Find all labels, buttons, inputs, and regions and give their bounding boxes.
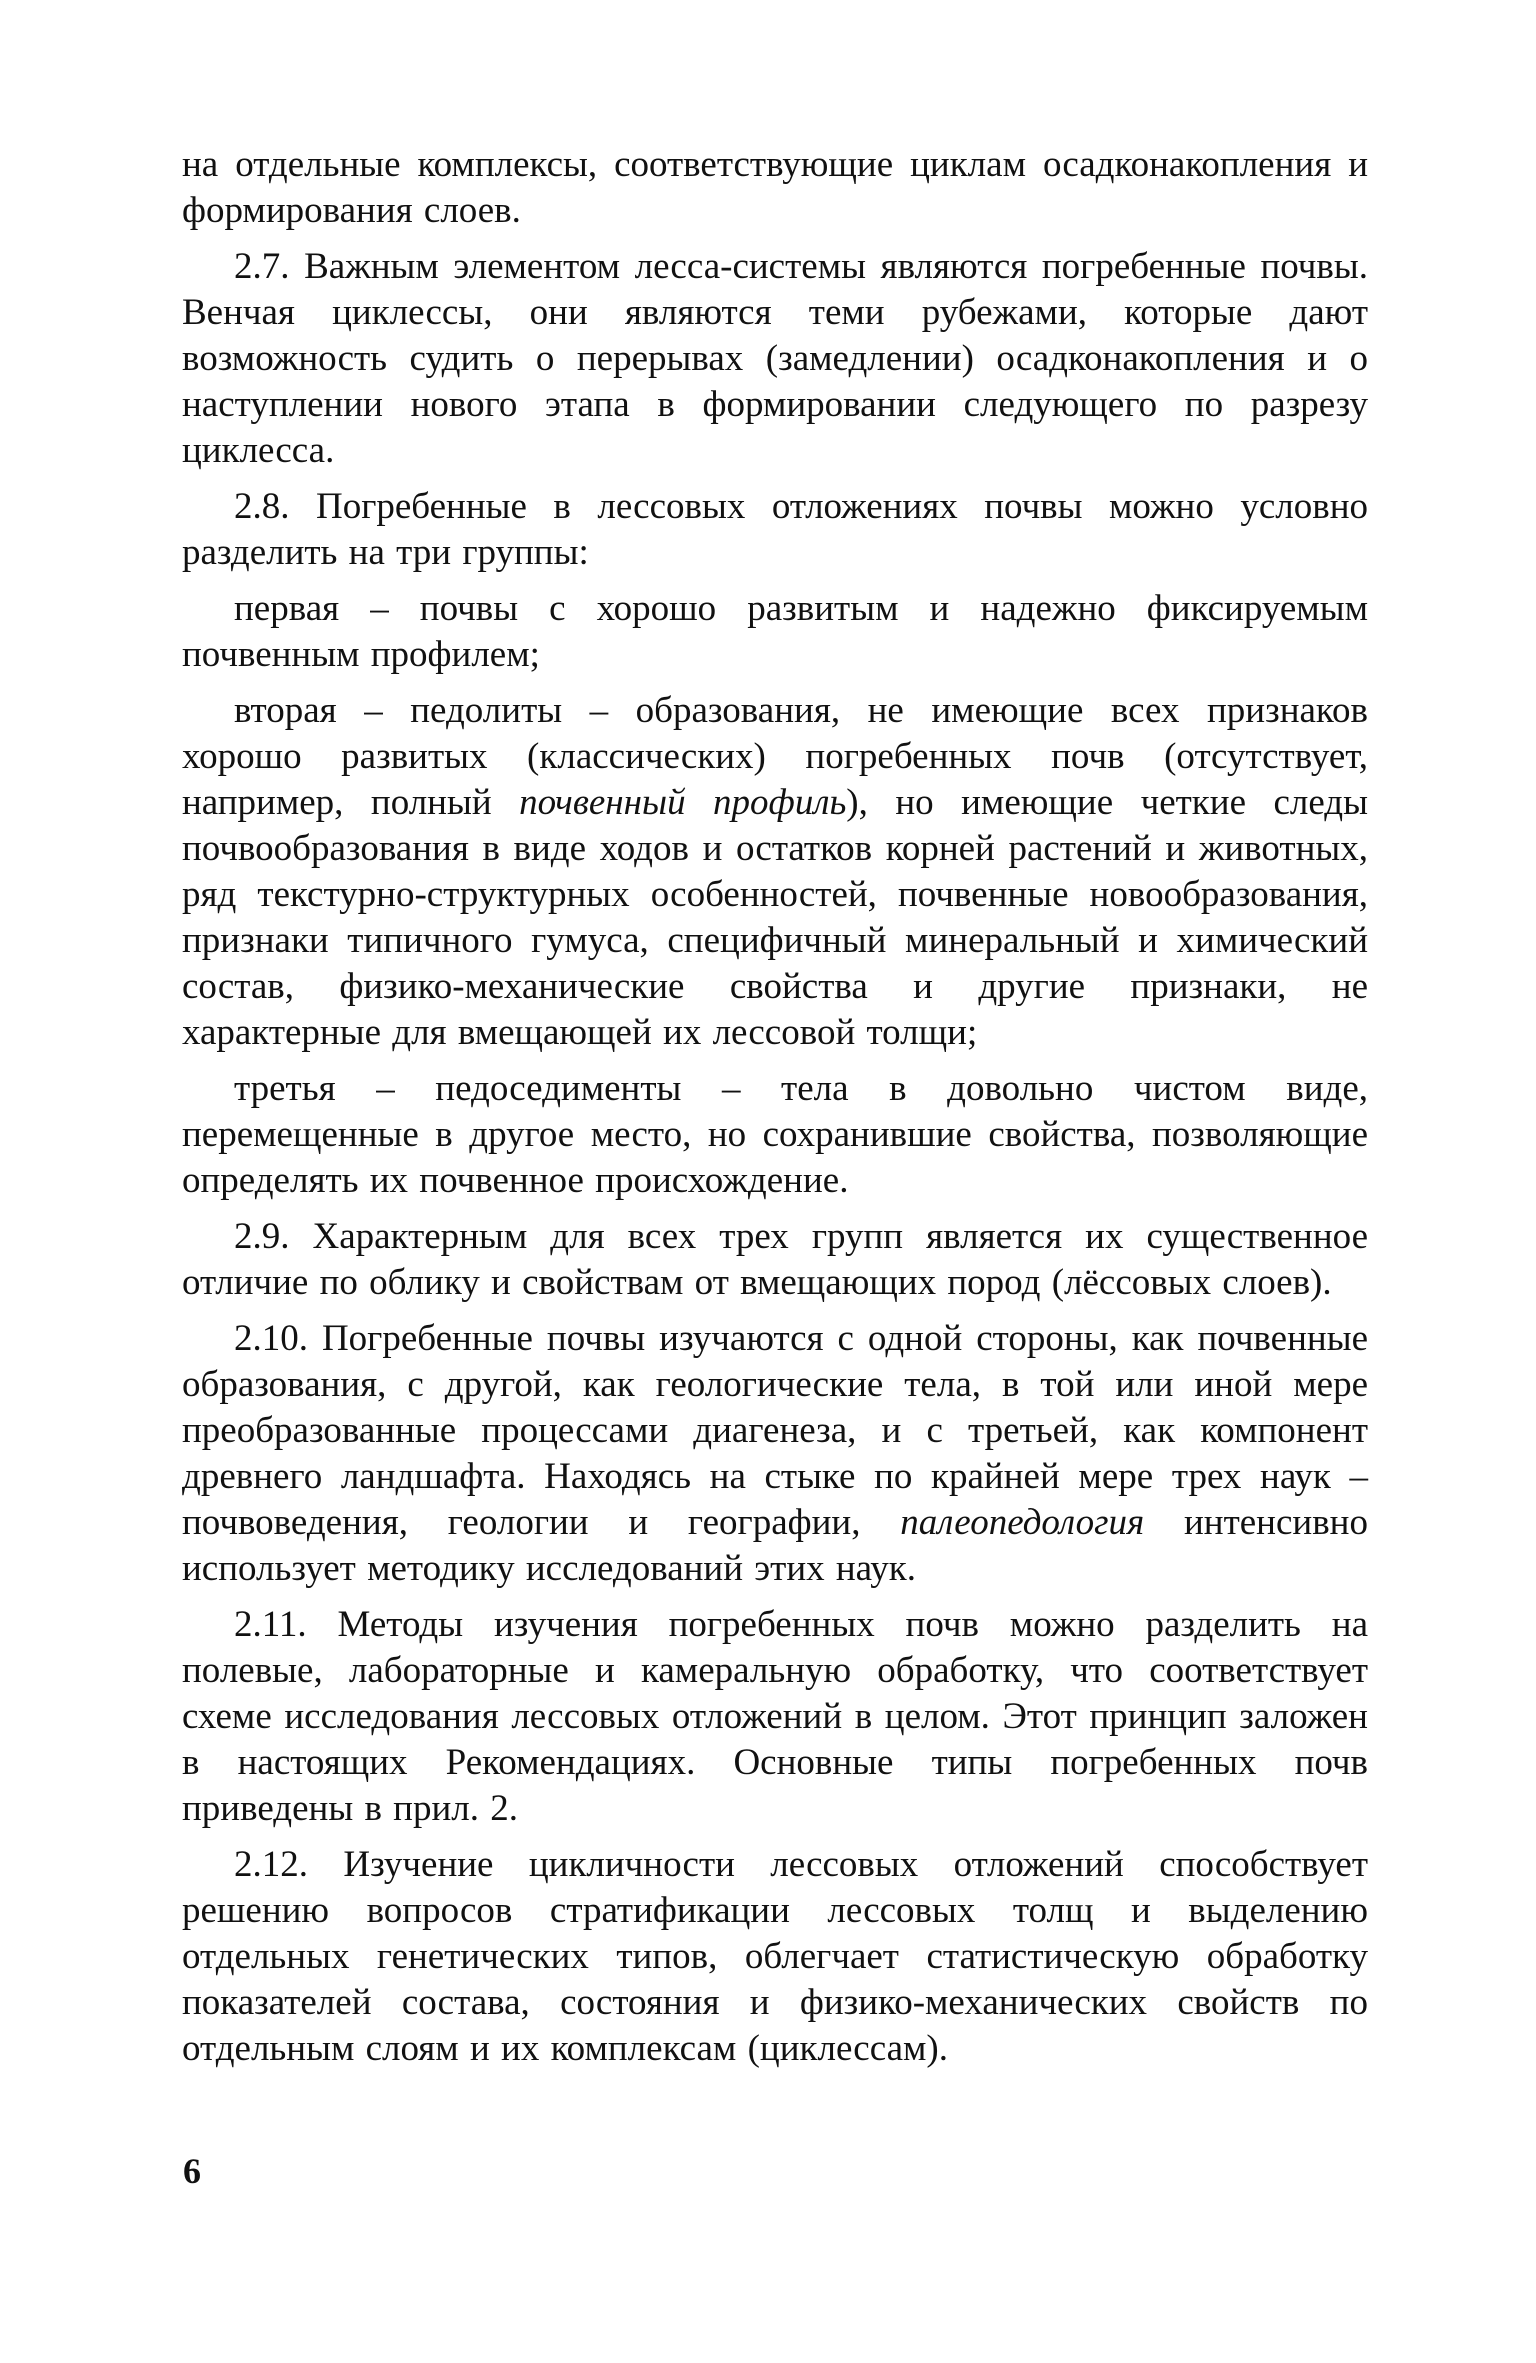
paragraph-group-first: первая – почвы с хорошо развитым и надежно фиксируемым почвенным профилем;: [182, 588, 1368, 675]
paragraph-group-second: [182, 688, 1368, 1056]
paragraph-2-10-part2: интенсивно использует методику исследований этих наук.: [182, 1502, 1368, 1589]
paragraph-2-12: 2.12. Изучение цикличности лессовых отложений способствует решению вопросов стратификации лессовых толщ и выделению отдельных генетических типов, облегчает статистическую обработку показателей состава, состояния и физико-механических свойств по отдельным слоям и их комплексам (циклессам).: [182, 1844, 1368, 2069]
paragraph-2-8: 2.8. Погребенные в лессовых отложениях почвы можно условно разделить на три группы:: [182, 486, 1368, 573]
paragraph-2-10-italic: палеопедология: [900, 1502, 1145, 1543]
paragraph-2-11: 2.11. Методы изучения погребенных почв можно разделить на полевые, лабораторные и камеральную обработку, что соответствует схеме исследования лессовых отложений в целом. Этот принцип заложен в настоящих Рекомендациях. Основные типы погребенных почв приведены в прил. 2.: [182, 1604, 1368, 1829]
paragraph-group-third: третья – педоседименты – тела в довольно чистом виде, перемещенные в другое место, но сохранившие свойства, позволяющие определять их почвенное происхождение.: [182, 1068, 1368, 1201]
paragraph-intro: на отдельные комплексы, соответствующие циклам осадконакопления и формирования слоев.: [182, 144, 1368, 231]
paragraph-group-second-part1: вторая – педолиты – образования, не имеющие всех признаков хорошо развитых (классических) погребенных почв (отсутствует, например, полный: [182, 690, 1368, 823]
paragraph-2-10: [182, 1316, 1368, 1592]
paragraph-group-second-italic: почвенный профиль: [519, 782, 847, 823]
page-body: [182, 142, 1368, 2082]
page-number: 6: [183, 2151, 201, 2191]
paragraph-2-10-part1: 2.10. Погребенные почвы изучаются с одной стороны, как почвенные образования, с другой, как геологические тела, в той или иной мере преобразованные процессами диагенеза, и с третьей, как компонент древнего ландшафта. Находясь на стыке по крайней мере трех наук – почвоведения, геологии и географии,: [182, 1318, 1368, 1543]
paragraph-2-7: 2.7. Важным элементом лесса-системы являются погребенные почвы. Венчая циклессы, они являются теми рубежами, которые дают возможность судить о перерывах (замедлении) осадконакопления и о наступлении нового этапа в формировании следующего по разрезу циклесса.: [182, 246, 1368, 471]
paragraph-2-9: 2.9. Характерным для всех трех групп является их существенное отличие по облику и свойствам от вмещающих пород (лёссовых слоев).: [182, 1216, 1368, 1303]
paragraph-group-second-part2: ), но имеющие четкие следы почвообразования в виде ходов и остатков корней растений и животных, ряд текстурно-структурных особенностей, почвенные новообразования, признаки типичного гумуса, специфичный минеральный и химический состав, физико-механические свойства и другие признаки, не характерные для вмещающей их лессовой толщи;: [182, 782, 1368, 1053]
